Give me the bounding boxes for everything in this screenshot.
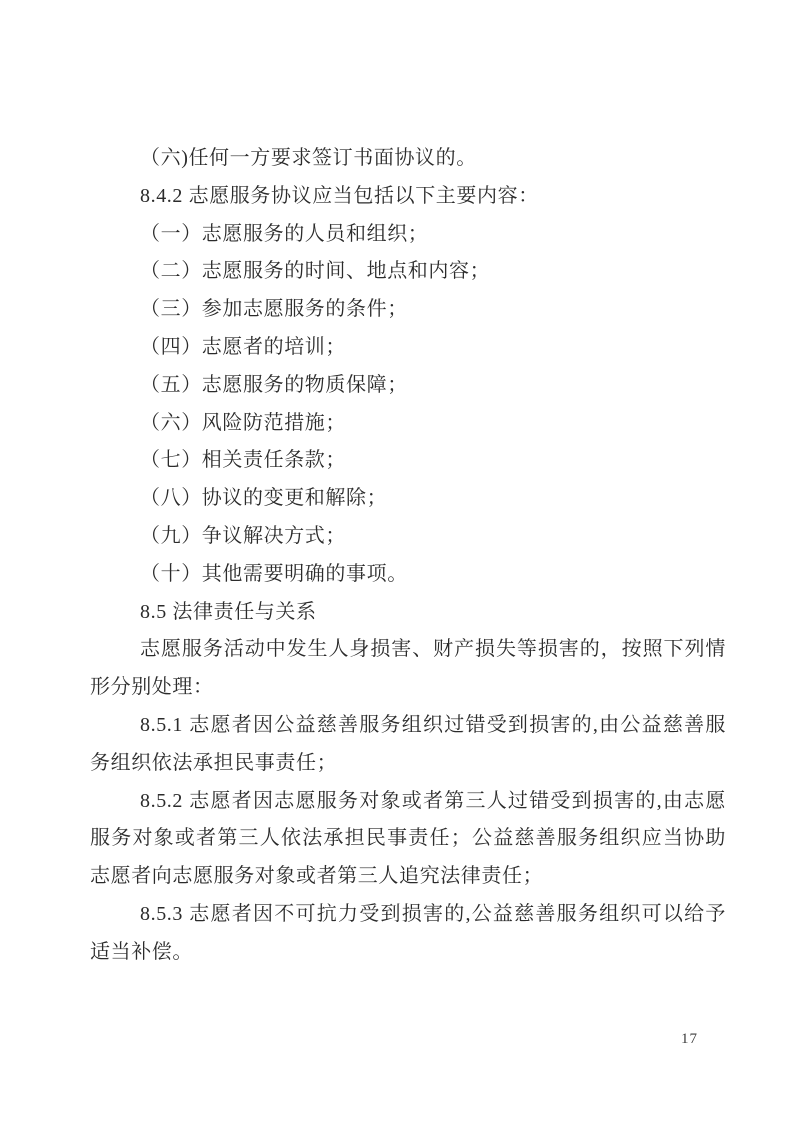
paragraph-item-1: （一）志愿服务的人员和组织； [140, 222, 429, 245]
paragraph-item-6: （六）风险防范措施； [140, 411, 346, 434]
paragraph-8-5-3: 8.5.3 志愿者因不可抗力受到损害的,公益慈善服务组织可以给予适当补偿。 [90, 902, 726, 963]
document-body [90, 140, 726, 972]
paragraph-item-3: （三）参加志愿服务的条件； [140, 298, 408, 321]
paragraph-item-9: （九）争议解决方式； [140, 524, 346, 547]
paragraph-item-2: （二）志愿服务的时间、地点和内容； [140, 260, 491, 283]
paragraph-heading-8-5: 8.5 法律责任与关系 [140, 600, 317, 623]
page-number: 17 [681, 1031, 698, 1047]
paragraph-heading-8-4-2: 8.4.2 志愿服务协议应当包括以下主要内容： [140, 184, 539, 207]
paragraph-item-10: （十）其他需要明确的事项。 [140, 562, 408, 585]
paragraph-8-5-1: 8.5.1 志愿者因公益慈善服务组织过错受到损害的,由公益慈善服务组织依法承担民事责任； [90, 713, 726, 774]
paragraph-item-5: （五）志愿服务的物质保障； [140, 373, 408, 396]
paragraph-8-5-intro: 志愿服务活动中发生人身损害、财产损失等损害的，按照下列情形分别处理： [90, 638, 726, 699]
paragraph-item-7: （七）相关责任条款； [140, 449, 346, 472]
paragraph-item-6-prev-list: （六)任何一方要求签订书面协议的。 [140, 147, 477, 169]
paragraph-item-4: （四）志愿者的培训； [140, 335, 346, 358]
paragraph-item-8: （八）协议的变更和解除； [140, 487, 388, 510]
paragraph-8-5-2: 8.5.2 志愿者因志愿服务对象或者第三人过错受到损害的,由志愿服务对象或者第三人依法承担民事责任；公益慈善服务组织应当协助志愿者向志愿服务对象或者第三人追究法律责任； [90, 789, 726, 888]
